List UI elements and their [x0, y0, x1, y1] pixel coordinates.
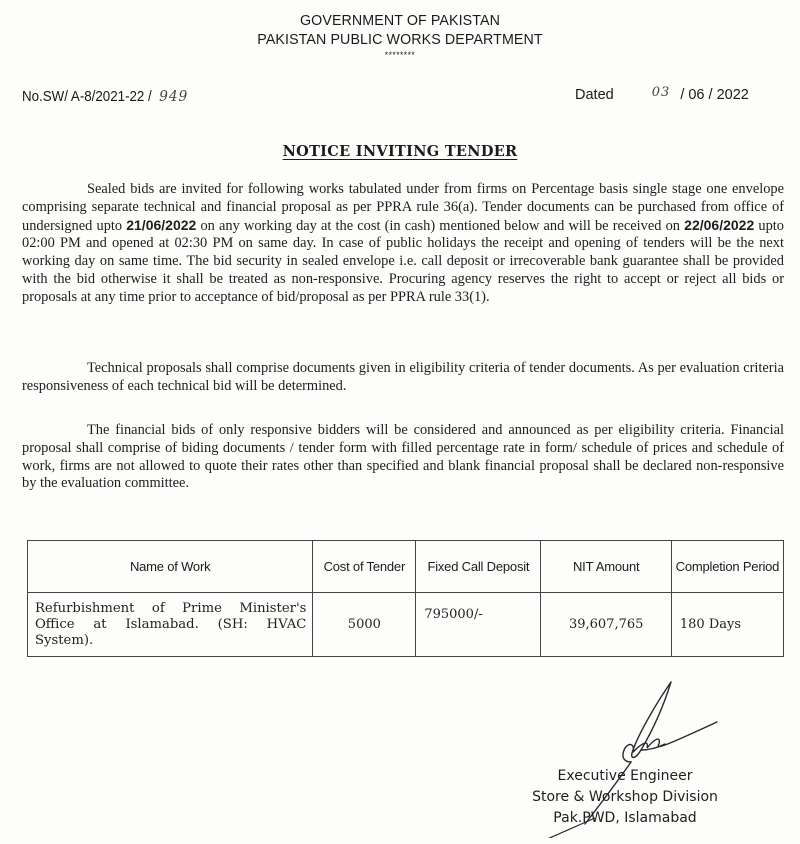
signature-office: Pak.PWD, Islamabad: [553, 810, 697, 826]
tender-table: [27, 540, 784, 657]
header-government: GOVERNMENT OF PAKISTAN: [299, 12, 501, 29]
header-fixed-call-deposit: Fixed Call Deposit: [416, 541, 541, 593]
p1-text-b: on any working day at the cost (in cash) mentioned below and will be received on: [196, 217, 685, 234]
p1-text-c: upto 02:00 PM and opened at 02:30 PM on same day. In case of public holidays the receipt and opening of tenders will be the next working day on same time. The bid security in sealed envelope i.e. call deposit or irrecoverable bank guarantee shall be provided with the bid otherwise it shall be treated as non-responsive. Procuring agency reserves the right to accept or reject all bids or proposals at any time prior to acceptance of bid/proposal as per PPRA rule 33(1).: [22, 217, 784, 305]
paragraph-sealed-bids: [22, 181, 784, 307]
header-department: PAKISTAN PUBLIC WORKS DEPARTMENT: [257, 31, 543, 48]
header-nit-amount: NIT Amount: [541, 541, 671, 593]
header-cost-of-tender: Cost of Tender: [313, 541, 416, 593]
reference-number-handwritten: 949: [159, 87, 189, 105]
dated-day-handwritten: 03: [651, 85, 671, 100]
reference-number-label: No.SW/ A-8/2021-22 /: [22, 89, 152, 105]
receipt-date: 22/06/2022: [684, 216, 755, 233]
reference-number: [22, 87, 188, 105]
table-header-row: [28, 541, 784, 593]
header-name-of-work: Name of Work: [28, 541, 313, 593]
notice-title-text: NOTICE INVITING TENDER: [282, 143, 518, 160]
notice-title: [0, 143, 800, 160]
signature-designation: Executive Engineer: [557, 768, 693, 784]
header-completion-period: Completion Period: [671, 541, 783, 593]
cell-name-of-work: Refurbishment of Prime Minister's Office at Islamabad. (SH: HVAC System).: [28, 593, 313, 657]
cell-cost-of-tender: 5000: [313, 593, 416, 657]
dated-month-year: / 06 / 2022: [680, 87, 749, 103]
cell-nit-amount: 39,607,765: [541, 593, 671, 657]
dated-label: Dated: [575, 87, 614, 103]
paragraph-financial-bids: [22, 422, 784, 493]
paragraph-technical-proposals: [22, 360, 784, 396]
cell-fixed-call-deposit: 795000/-: [416, 593, 541, 657]
cell-completion-period: 180 Days: [671, 593, 783, 657]
header-separator: ********: [384, 50, 416, 60]
p3-text: The financial bids of only responsive bidders will be considered and announced as per eligibility criteria. Financial proposal shall comprise of biding documents / tender form with filled percentage rate in form/ schedule of prices and schedule of work, firms are not allowed to quote their rates other than specified and blank financial proposal shall be declared non-responsive by the evaluation committee.: [22, 422, 784, 492]
p1-text-a: Sealed bids are invited for following works tabulated under from firms on Percentage basis single stage one envelope comprising separate technical and financial proposal as per PPRA rule 36(a). Tender documents can be purchased from office of undersigned upto: [22, 181, 784, 234]
purchase-deadline-date: 21/06/2022: [126, 216, 197, 233]
signature-division: Store & Workshop Division: [532, 789, 718, 805]
table-row: [28, 593, 784, 657]
p2-text: Technical proposals shall comprise documents given in eligibility criteria of tender documents. As per evaluation criteria responsiveness of each technical bid will be determined.: [22, 360, 784, 394]
dated: [575, 87, 749, 103]
